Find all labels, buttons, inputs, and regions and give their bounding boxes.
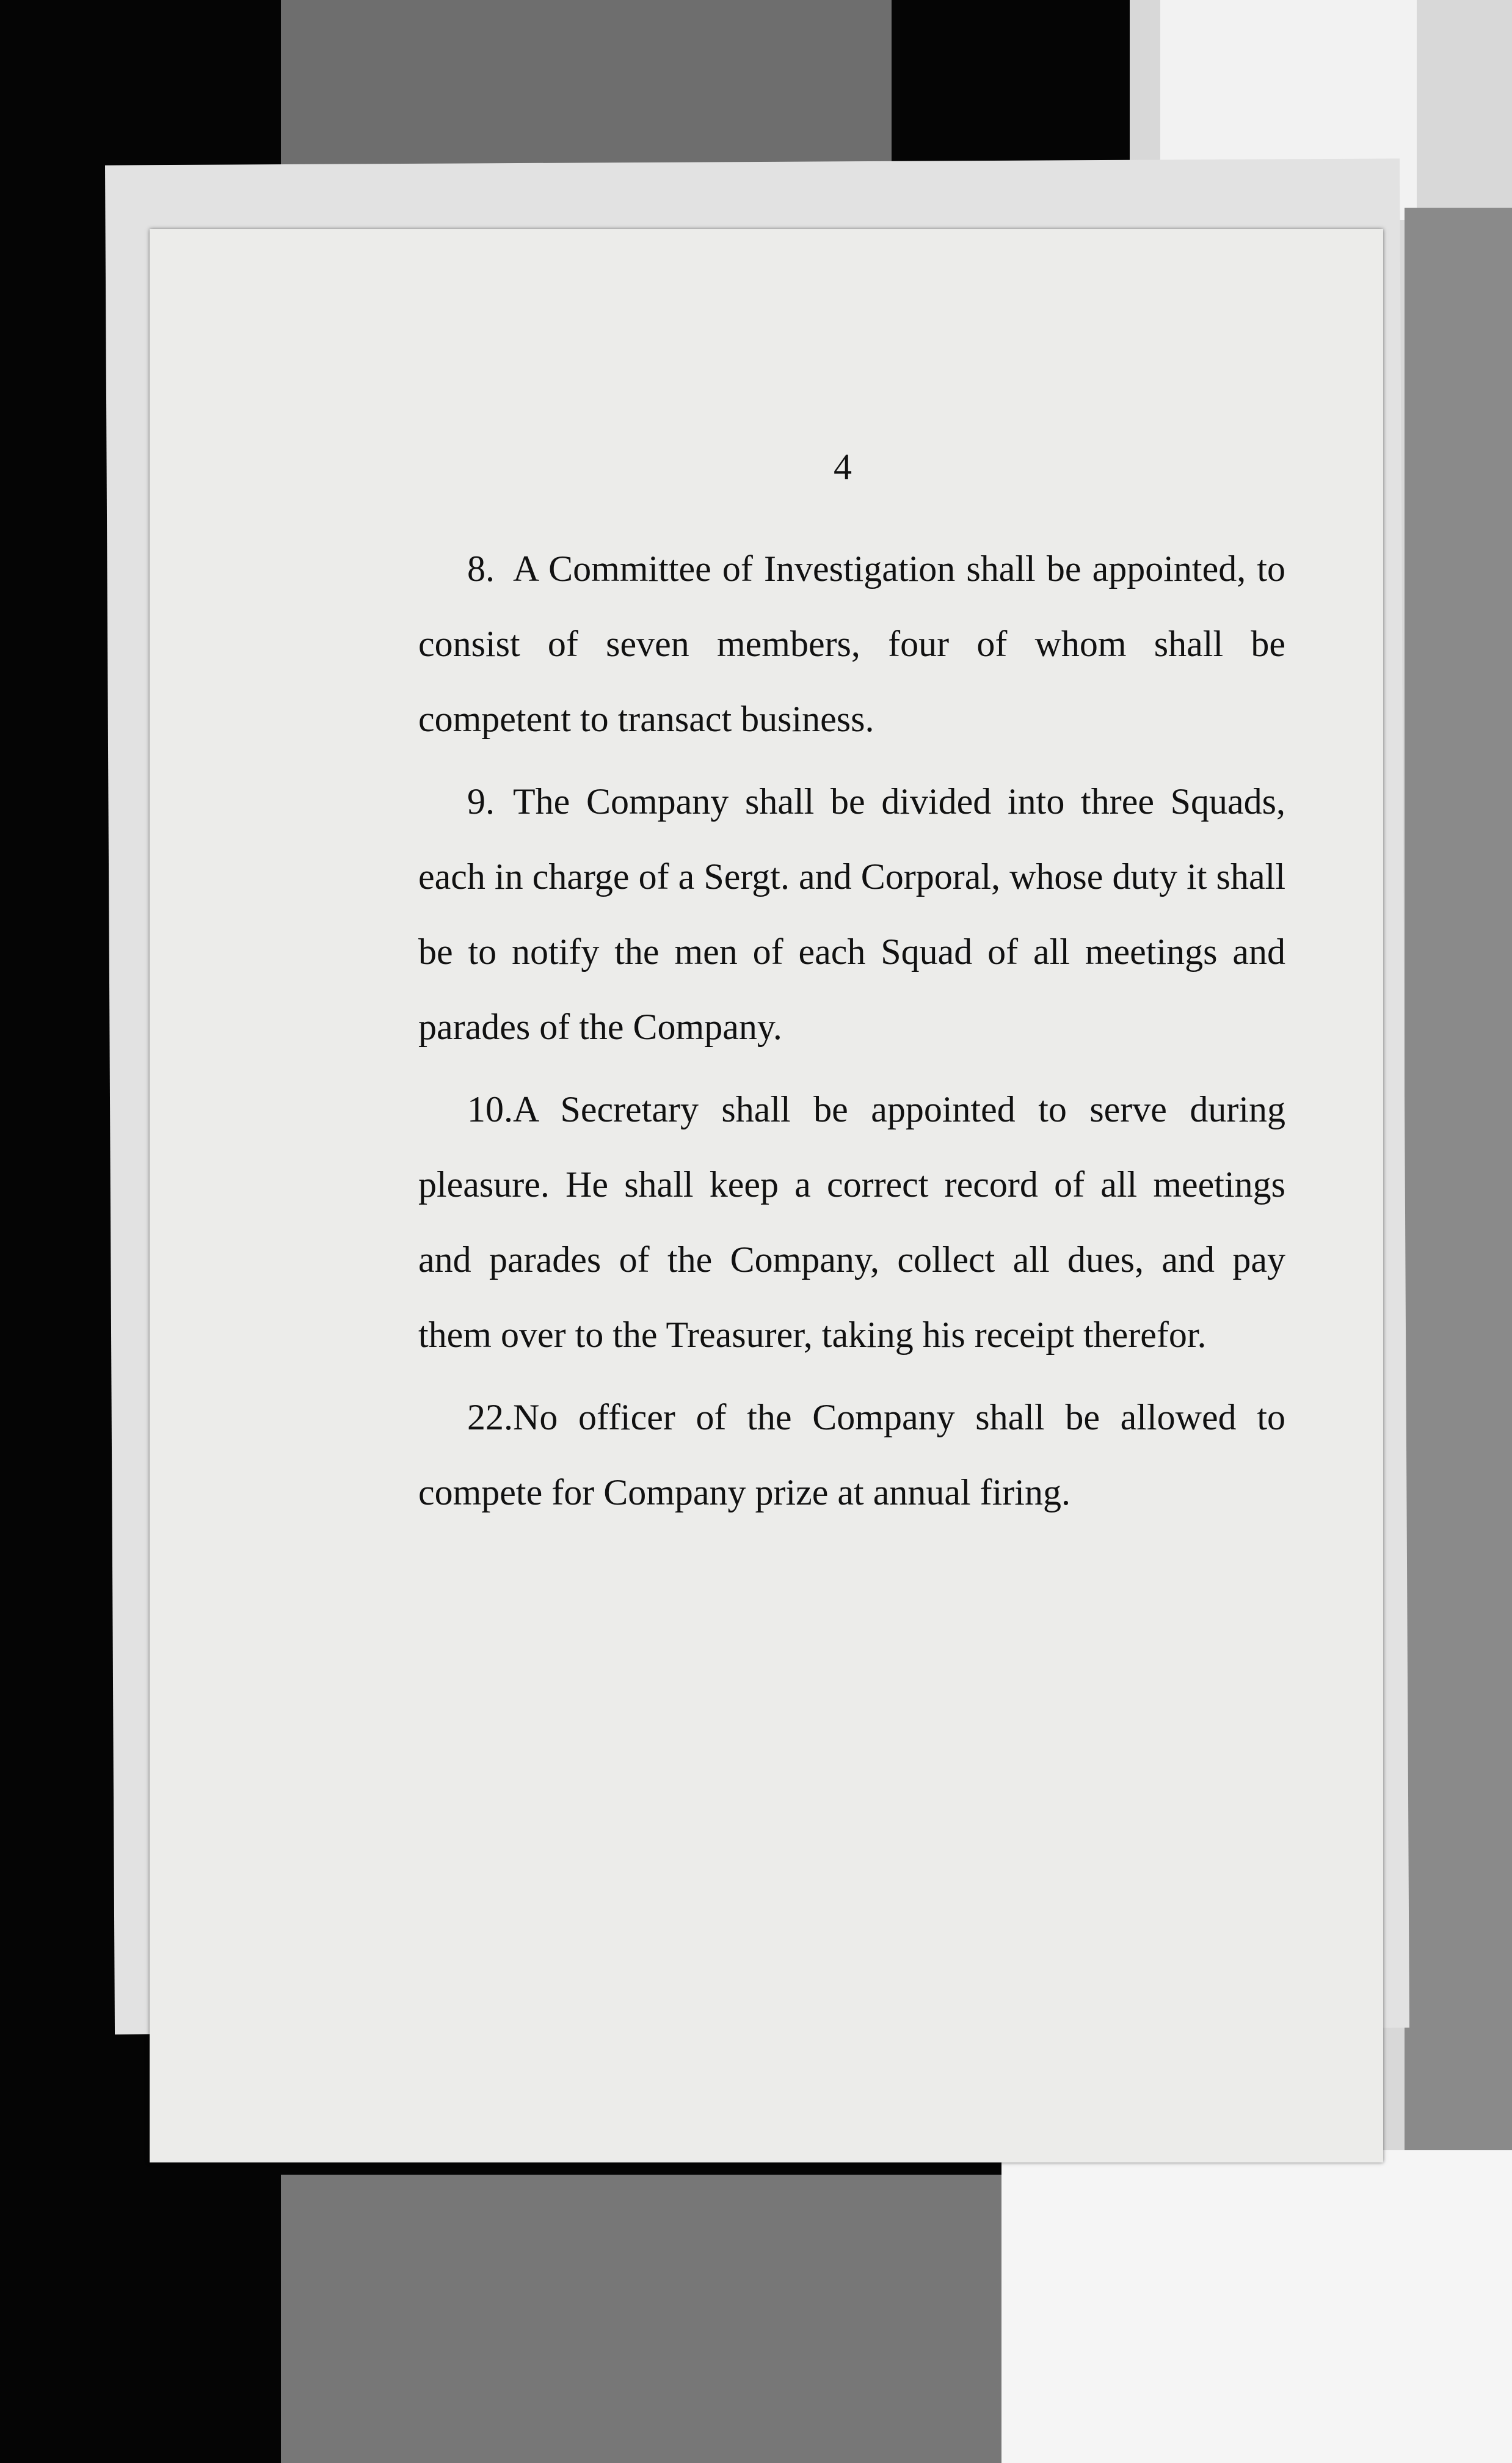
background-gray-right [1405, 208, 1512, 2162]
page-number: 4 [834, 447, 852, 487]
paragraph-10 [418, 1072, 1285, 1373]
paragraph-text: The Company shall be divided into three Squads, each in charge of a Sergt. and Corporal, whose duty it shall be to notify the men of each Squad of all meetings and parades of the Company. [418, 781, 1285, 1047]
paragraph-text: A Secretary shall be appointed to serve during pleasure. He shall keep a correct record of all meetings and parades of the Company, collect all dues, and pay them over to the Treasurer, taking his receipt therefor. [418, 1089, 1285, 1355]
paragraph-number: 10. [467, 1089, 513, 1129]
paragraph-text: A Committee of Investigation shall be appointed, to consist of seven members, four of whom shall be competent to transact business. [418, 549, 1285, 739]
paragraph-number: 22. [467, 1397, 513, 1437]
paragraph-22 [418, 1380, 1285, 1530]
paragraph-number: 8. [467, 549, 495, 589]
paragraph-text: No officer of the Company shall be allowed to compete for Company prize at annual firing. [418, 1397, 1285, 1512]
background-gray-bottom [281, 2175, 1014, 2463]
paragraph-number: 9. [467, 781, 495, 822]
paragraph-8 [418, 531, 1285, 757]
paragraph-9 [418, 764, 1285, 1065]
background-white-bottom [1001, 2150, 1512, 2463]
bylaws-text [418, 531, 1285, 1530]
